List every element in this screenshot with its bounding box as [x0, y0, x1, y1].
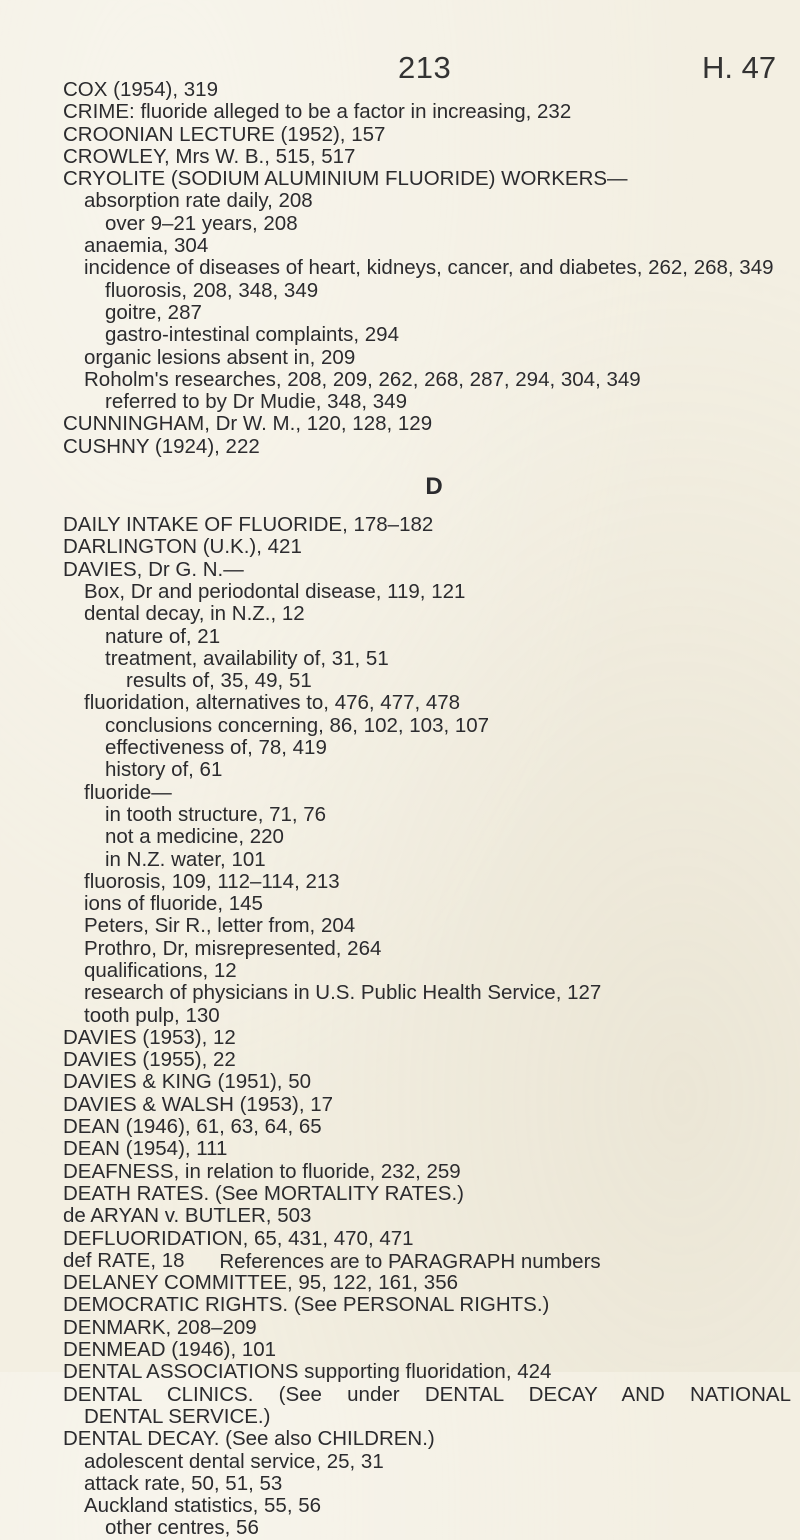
index-subentry: not a medicine, 220 — [105, 825, 284, 849]
index-group-d — [63, 514, 791, 1540]
index-heading-entry: DENTAL ASSOCIATIONS supporting fluoridation, 424 — [63, 1360, 552, 1384]
index-subentry: fluoridation, alternatives to, 476, 477, 478 — [84, 691, 461, 715]
index-subentry: qualifications, 12 — [84, 958, 237, 982]
section-letter: D — [425, 473, 443, 501]
index-subentry: conclusions concerning, 86, 102, 103, 107 — [105, 713, 490, 737]
index-heading-entry: DAVIES & KING (1951), 50 — [63, 1070, 312, 1094]
index-heading-entry: DAVIES (1955), 22 — [63, 1048, 236, 1072]
index-heading-entry: DAVIES (1953), 12 — [63, 1025, 236, 1049]
index-heading-entry: def RATE, 18 — [63, 1248, 185, 1272]
index-heading-entry: DAILY INTAKE OF FLUORIDE, 178–182 — [63, 513, 434, 537]
index-subentry: absorption rate daily, 208 — [84, 189, 313, 213]
index-subentry: in N.Z. water, 101 — [105, 847, 266, 871]
index-heading-entry: DEFLUORIDATION, 65, 431, 470, 471 — [63, 1226, 414, 1250]
index-heading-entry: DENMEAD (1946), 101 — [63, 1338, 277, 1362]
index-subentry: tooth pulp, 130 — [84, 1003, 220, 1027]
index-subentry: adolescent dental service, 25, 31 — [84, 1449, 384, 1473]
index-subentry: goitre, 287 — [105, 300, 202, 324]
index-heading-entry: DENTAL DECAY. (See also CHILDREN.) — [63, 1427, 435, 1451]
index-subentry: anaemia, 304 — [84, 234, 209, 258]
index-subentry: effectiveness of, 78, 419 — [105, 736, 327, 760]
section-code: H. 47 — [702, 50, 777, 85]
page-number: 213 — [398, 50, 452, 85]
index-heading-entry: DENMARK, 208–209 — [63, 1315, 257, 1339]
index-heading-entry: DARLINGTON (U.K.), 421 — [63, 535, 302, 559]
index-subentry: referred to by Dr Mudie, 348, 349 — [105, 390, 407, 414]
index-heading-entry: DEAFNESS, in relation to fluoride, 232, 259 — [63, 1159, 461, 1183]
index-subentry: other centres, 56 — [105, 1516, 259, 1540]
index-subentry: fluorosis, 208, 348, 349 — [105, 278, 319, 302]
index-heading-entry: CUNNINGHAM, Dr W. M., 120, 128, 129 — [63, 412, 433, 436]
index-heading-entry: CRIME: fluoride alleged to be a factor in increasing, 232 — [63, 100, 572, 124]
index-subentry: history of, 61 — [105, 758, 223, 782]
index-body — [63, 79, 791, 1540]
index-heading-entry: de ARYAN v. BUTLER, 503 — [63, 1204, 312, 1228]
index-subentry: incidence of diseases of heart, kidneys, cancer, and diabetes, 262, 268, 349 — [84, 256, 774, 280]
index-heading-entry: CRYOLITE (SODIUM ALUMINIUM FLUORIDE) WORKERS— — [63, 167, 628, 191]
index-heading-entry: CROONIAN LECTURE (1952), 157 — [63, 122, 386, 146]
index-heading-entry: CROWLEY, Mrs W. B., 515, 517 — [63, 144, 356, 168]
index-subentry: fluoride— — [84, 780, 172, 804]
index-group-c — [63, 79, 791, 458]
index-heading-entry: CUSHNY (1924), 222 — [63, 434, 260, 458]
index-subentry: over 9–21 years, 208 — [105, 211, 298, 235]
index-heading-entry: DEAN (1954), 111 — [63, 1137, 228, 1161]
index-heading-entry: DEAN (1946), 61, 63, 64, 65 — [63, 1115, 322, 1139]
index-heading-entry: DENTAL CLINICS. (See under DENTAL DECAY AND NATIONAL — [63, 1382, 791, 1406]
index-subentry: organic lesions absent in, 209 — [84, 345, 356, 369]
index-subentry: Peters, Sir R., letter from, 204 — [84, 914, 356, 938]
index-subentry: Roholm's researches, 208, 209, 262, 268, 287, 294, 304, 349 — [84, 367, 641, 391]
index-subentry: DENTAL SERVICE.) — [84, 1404, 271, 1428]
index-heading-entry: DAVIES & WALSH (1953), 17 — [63, 1092, 334, 1116]
index-heading-entry: COX (1954), 319 — [63, 78, 218, 101]
index-subentry: attack rate, 50, 51, 53 — [84, 1471, 283, 1495]
index-subentry: in tooth structure, 71, 76 — [105, 802, 327, 826]
index-heading-entry: DELANEY COMMITTEE, 95, 122, 161, 356 — [63, 1271, 458, 1295]
index-heading-entry: DEMOCRATIC RIGHTS. (See PERSONAL RIGHTS.) — [63, 1293, 550, 1317]
index-subentry: Auckland statistics, 55, 56 — [84, 1494, 322, 1518]
index-subentry: nature of, 21 — [105, 624, 221, 648]
index-subentry: dental decay, in N.Z., 12 — [84, 602, 305, 626]
index-subentry: ions of fluoride, 145 — [84, 892, 263, 916]
index-heading-entry: DEATH RATES. (See MORTALITY RATES.) — [63, 1181, 464, 1205]
index-subentry: treatment, availability of, 31, 51 — [105, 646, 389, 670]
index-subentry: Prothro, Dr, misrepresented, 264 — [84, 936, 382, 960]
index-subentry: gastro-intestinal complaints, 294 — [105, 323, 399, 347]
index-subentry: results of, 35, 49, 51 — [126, 669, 312, 693]
index-heading-entry: DAVIES, Dr G. N.— — [63, 557, 244, 581]
index-subentry: Box, Dr and periodontal disease, 119, 121 — [84, 579, 466, 603]
footer-note: References are to PARAGRAPH numbers — [219, 1250, 601, 1273]
index-subentry: fluorosis, 109, 112–114, 213 — [84, 869, 340, 893]
index-subentry: research of physicians in U.S. Public Health Service, 127 — [84, 981, 602, 1005]
